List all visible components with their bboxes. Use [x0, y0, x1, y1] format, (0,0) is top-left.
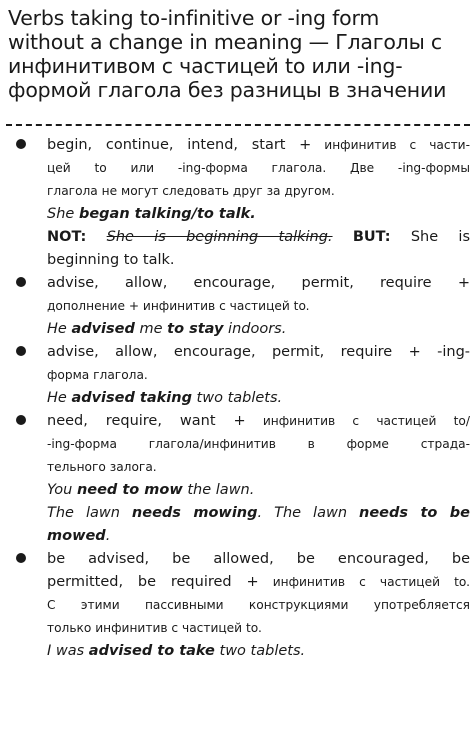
example-text: indoors. — [223, 321, 287, 337]
not-label: NOT: — [47, 229, 87, 245]
example-highlight: mowed — [47, 528, 106, 544]
rule-note: форма глагола. — [47, 368, 148, 382]
rule-note: только инфинитив с частицей to. — [47, 621, 262, 635]
title-line: without a change in meaning — Глаголы с — [8, 30, 442, 54]
example-text: . The lawn — [257, 505, 360, 521]
verb-list: advise, allow, encourage, permit, require + — [47, 275, 470, 291]
verb-list: begin, continue, intend, start + — [47, 137, 312, 153]
rule-text — [47, 410, 470, 433]
wrong-example: She is beginning talking. — [106, 229, 333, 245]
example-sentence — [47, 640, 470, 663]
example-text: . — [105, 528, 111, 544]
bullet-icon — [16, 415, 26, 425]
rule-note: глагола не могут следовать друг за другом. — [47, 184, 335, 198]
bullet-icon — [16, 277, 26, 287]
example-highlight: needs to be — [359, 505, 470, 521]
example-text: She — [47, 206, 79, 222]
example-text: me — [134, 321, 168, 337]
example-text: two tablets. — [214, 643, 306, 659]
rule-note: цей to или -ing-форма глагола. Две -ing-формы — [47, 161, 470, 175]
rules-list — [0, 134, 476, 663]
example-highlight: needs mowing — [131, 505, 258, 521]
rule-note: инфинитив с частицей to. — [258, 575, 470, 589]
example-highlight: advised — [71, 321, 135, 337]
list-item — [0, 410, 476, 548]
rule-note: инфинитив с части- — [311, 138, 471, 152]
right-example-cont: beginning to talk. — [47, 252, 175, 268]
example-highlight: advised taking — [71, 390, 192, 406]
example-sentence — [47, 318, 470, 341]
rule-note: дополнение + инфинитив с частицей to. — [47, 299, 310, 313]
rule-text — [47, 134, 470, 157]
rule-note: -ing-форма глагола/инфинитив в форме страда- — [47, 437, 470, 451]
example-text: He — [47, 390, 72, 406]
verb-list: permitted, be required + — [47, 574, 259, 590]
list-item — [0, 272, 476, 341]
page-title — [8, 6, 470, 102]
rule-text — [47, 571, 470, 594]
list-item — [0, 341, 476, 410]
list-item — [0, 548, 476, 663]
example-text: The lawn — [47, 505, 132, 521]
example-text: two tablets. — [191, 390, 283, 406]
example-sentence — [47, 203, 470, 226]
title-line: Verbs taking to-infinitive or -ing form — [8, 6, 380, 30]
verb-list: advise, allow, encourage, permit, require + -ing- — [47, 344, 470, 360]
bullet-icon — [16, 346, 26, 356]
dashed-divider — [6, 124, 470, 126]
example-highlight: need to mow — [76, 482, 183, 498]
list-item — [0, 134, 476, 272]
example-text: the lawn. — [182, 482, 255, 498]
example-text: I was — [47, 643, 89, 659]
example-sentence-cont — [47, 525, 470, 548]
rule-note: С этими пассивными конструкциями употребляется — [47, 598, 470, 612]
bullet-icon — [16, 139, 26, 149]
example-highlight: advised to take — [88, 643, 215, 659]
but-label: BUT: — [352, 229, 391, 245]
example-sentence — [47, 479, 470, 502]
example-sentence — [47, 387, 470, 410]
example-text: You — [47, 482, 77, 498]
title-line: формой глагола без разницы в значении — [8, 78, 447, 102]
bullet-icon — [16, 553, 26, 563]
verb-list: need, require, want + — [47, 413, 246, 429]
example-text: He — [47, 321, 72, 337]
example-highlight: began talking/to talk. — [78, 206, 256, 222]
rule-note: инфинитив с частицей to/ — [245, 414, 470, 428]
title-line: инфинитивом с частицей to или -ing- — [8, 54, 403, 78]
example-sentence — [47, 502, 470, 525]
example-highlight: to stay — [167, 321, 224, 337]
contrast-line — [47, 226, 470, 249]
rule-note: тельного залога. — [47, 460, 157, 474]
verb-list: be advised, be allowed, be encouraged, be — [47, 551, 470, 567]
right-example: She is — [410, 229, 471, 245]
